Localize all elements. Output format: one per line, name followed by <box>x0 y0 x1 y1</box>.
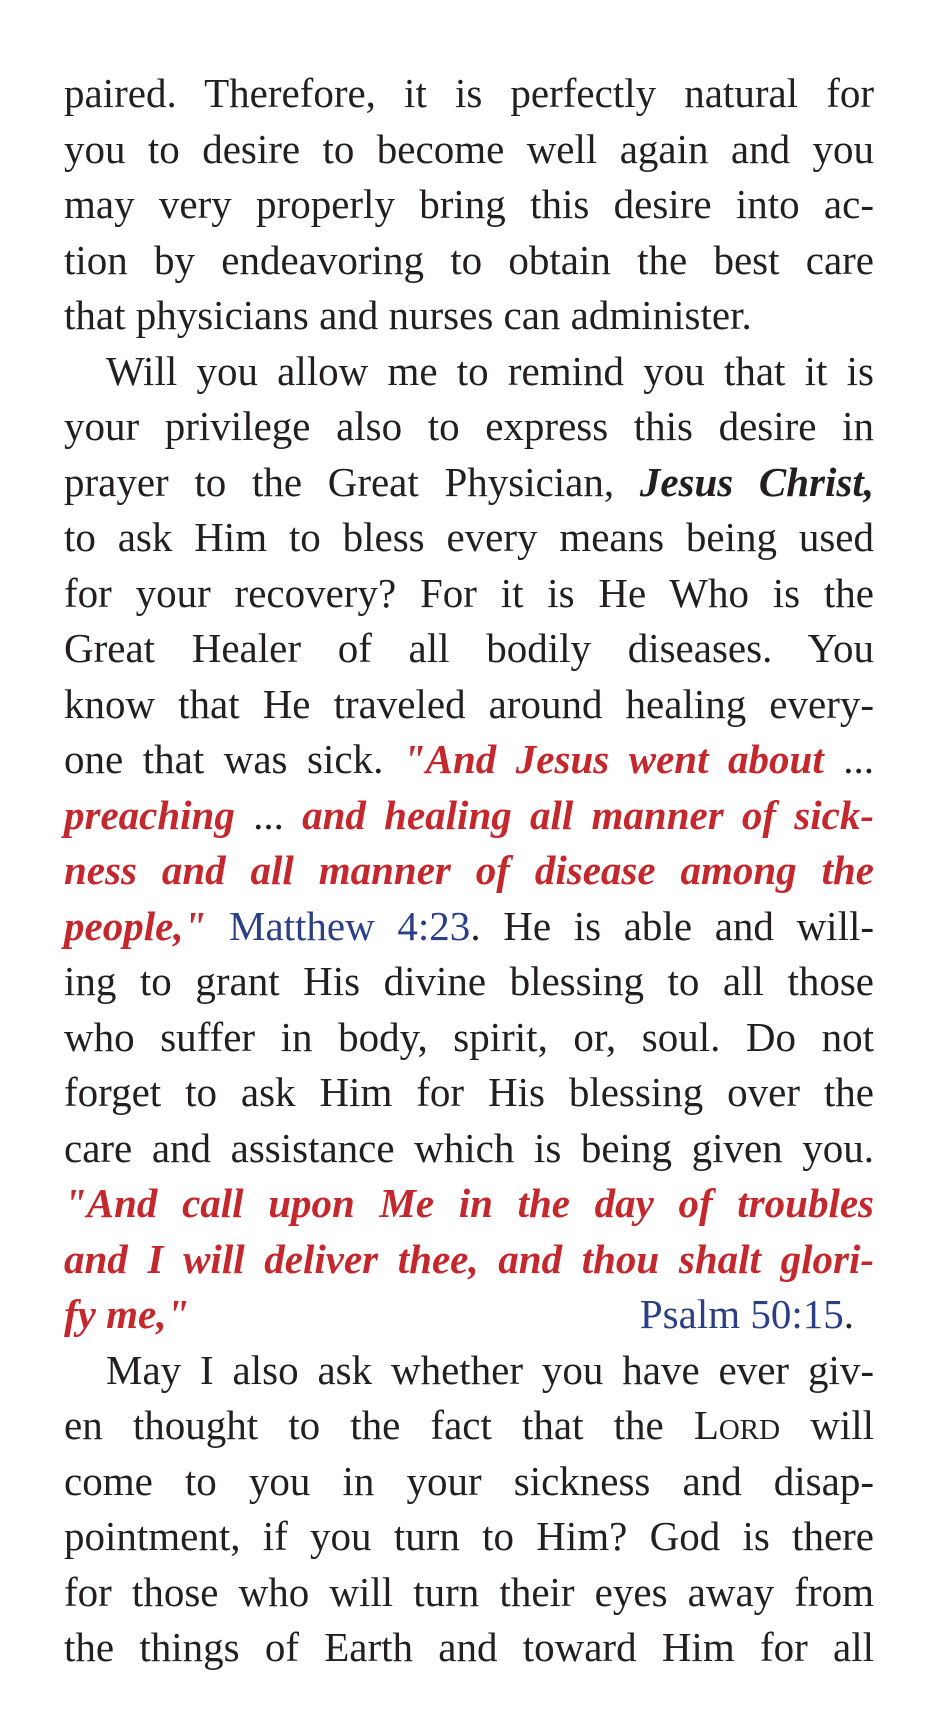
text-line: care and assistance which is being given you. <box>64 1124 874 1171</box>
text-line: you to desire to become well again and you <box>64 125 874 172</box>
text-segment: will <box>780 1402 874 1448</box>
text-segment: ... <box>234 791 303 838</box>
text-segment: en thought to the fact that the <box>64 1402 694 1448</box>
scripture-quote: and healing all manner of sick- <box>302 791 875 838</box>
text-line: Will you allow me to remind you that it is <box>106 347 874 394</box>
text-line: for your recovery? For it is He Who is the <box>64 569 874 616</box>
scripture-quote: preaching <box>64 791 235 838</box>
scripture-quote-line: ness and all manner of disease among the <box>64 847 874 893</box>
scripture-quote-line: and I will deliver thee, and thou shalt glori- <box>64 1235 874 1282</box>
text-line <box>64 1398 874 1454</box>
text-line: that physicians and nurses can administer. <box>64 292 752 338</box>
paragraph-3 <box>64 1343 874 1676</box>
text-line: the things of Earth and toward Him for all <box>64 1624 874 1670</box>
paragraph-1 <box>64 66 874 344</box>
text-segment: prayer to the Great Physician, <box>64 458 640 505</box>
text-line: to ask Him to bless every means being used <box>64 514 874 560</box>
text-segment: ... <box>823 736 874 782</box>
text-line: forget to ask Him for His blessing over the <box>64 1069 874 1115</box>
scripture-quote: people," <box>64 902 207 949</box>
text-line: paired. Therefore, it is perfectly natural for <box>64 70 874 116</box>
text-line: your privilege also to express this desire in <box>64 403 874 449</box>
text-line: come to you in your sickness and disap- <box>64 1457 874 1504</box>
text-line: May I also ask whether you have ever giv- <box>106 1346 874 1393</box>
emphasis-jesus-christ: Jesus Christ, <box>639 458 874 505</box>
text-line: may very properly bring this desire into ac- <box>64 181 874 227</box>
text-segment: one that was sick. <box>64 736 403 782</box>
lord-small-caps: Lord <box>693 1402 781 1448</box>
text-line: know that He traveled around healing every- <box>64 680 874 727</box>
scripture-quote: "And Jesus went about <box>402 736 824 782</box>
text-line <box>64 899 874 955</box>
text-line: tion by endeavoring to obtain the best care <box>64 236 874 283</box>
paragraph-2 <box>64 344 874 1343</box>
scripture-reference-psalm: Psalm 50:15 <box>639 1291 844 1337</box>
text-segment <box>206 903 229 949</box>
scripture-quote-line: "And call upon Me in the day of troubles <box>64 1180 874 1226</box>
scripture-quote: fy me," <box>64 1291 190 1337</box>
text-line <box>64 732 874 788</box>
text-line: ing to grant His divine blessing to all those <box>64 958 874 1004</box>
text-line: for those who will turn their eyes away from <box>64 1568 874 1615</box>
text-line <box>64 1287 874 1343</box>
book-page <box>64 66 874 1676</box>
text-line: pointment, if you turn to Him? God is there <box>64 1513 874 1559</box>
text-line <box>64 455 874 511</box>
scripture-reference-matthew: Matthew 4:23 <box>229 902 471 949</box>
text-line <box>64 788 874 844</box>
text-segment: . <box>843 1291 854 1337</box>
text-segment: . He is able and will- <box>470 902 875 949</box>
text-line: who suffer in body, spirit, or, soul. Do not <box>64 1013 874 1060</box>
text-line: Great Healer of all bodily diseases. You <box>64 625 874 671</box>
